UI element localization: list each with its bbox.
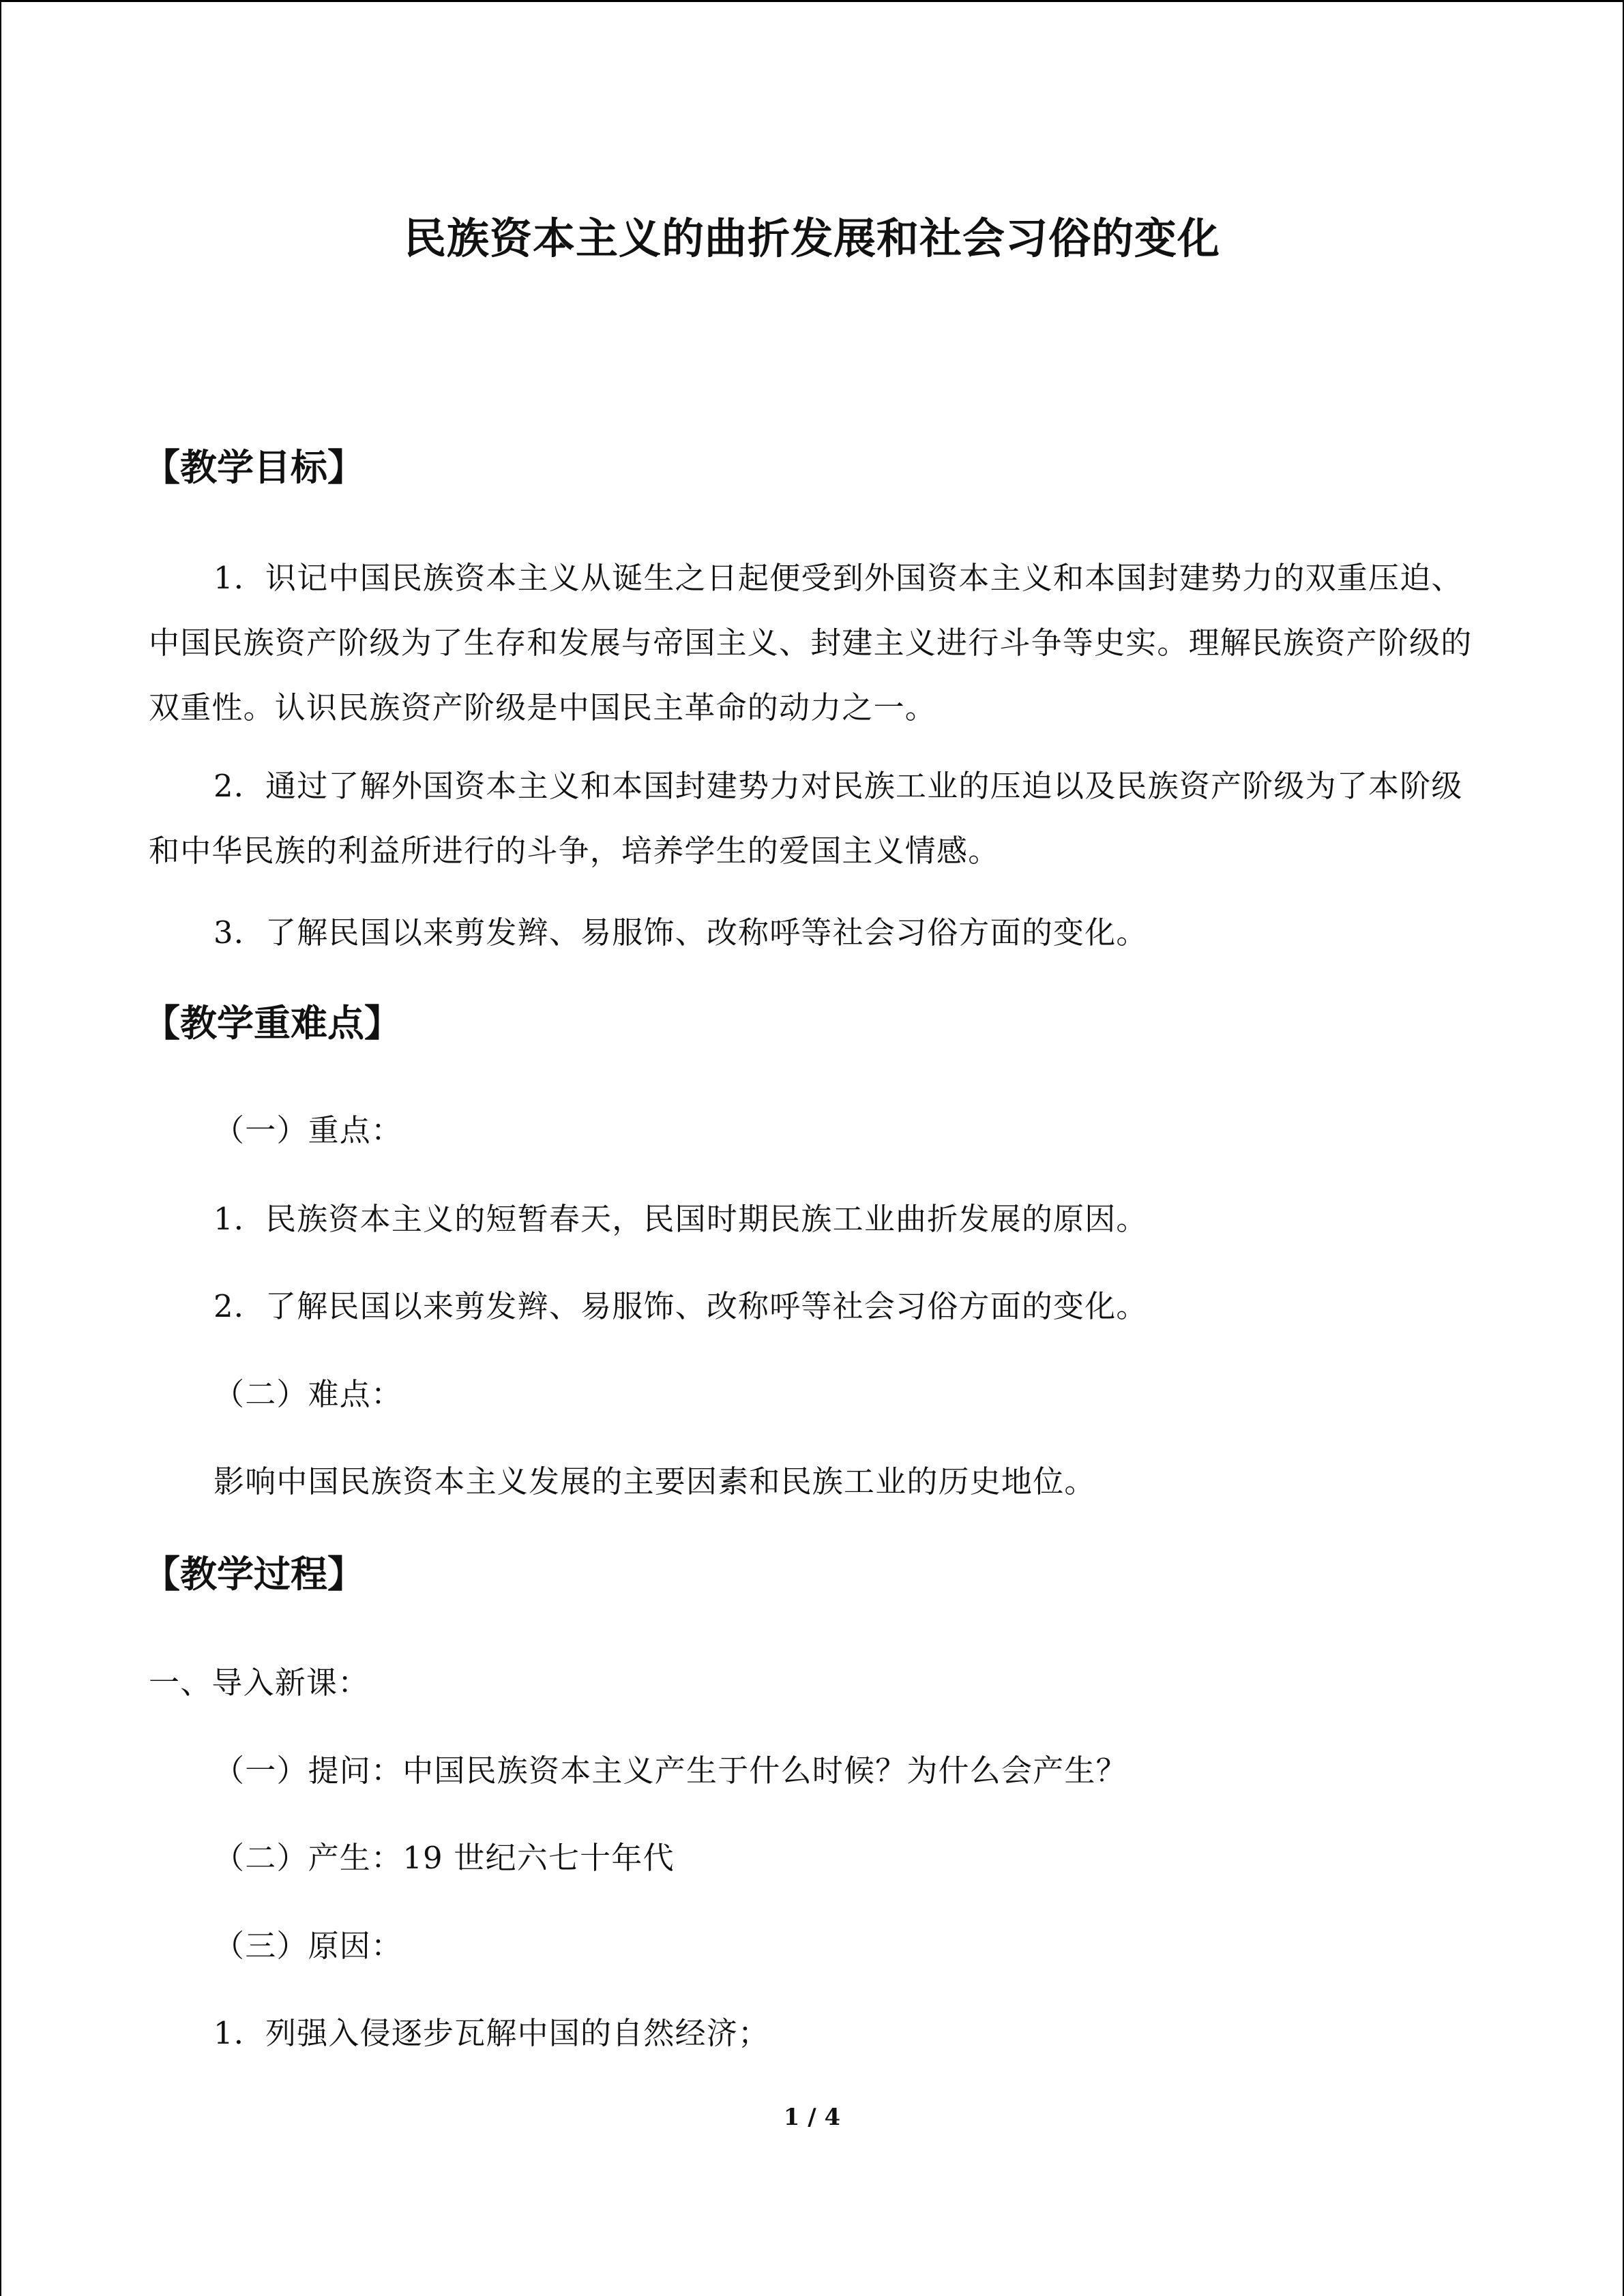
process-intro: 一、导入新课： bbox=[149, 1665, 370, 1701]
objective-item-1: 1．识记中国民族资本主义从诞生之日起便受到外国资本主义和本国封建势力的双重压迫、中国民族资产阶级为了生存和发展与帝国主义、封建主义进行斗争等史实。理解民族资产阶级的双重性。认识民族资产阶级是中国民主革命的动力之一。 bbox=[149, 560, 1473, 726]
difficulty-label: （二）难点： bbox=[213, 1376, 403, 1412]
focus-item-1: 1．民族资本主义的短暂春天，民国时期民族工业曲折发展的原因。 bbox=[213, 1201, 1148, 1237]
section-heading-objectives: 【教学目标】 bbox=[143, 445, 364, 489]
process-reason-1: 1．列强入侵逐步瓦解中国的自然经济； bbox=[213, 2015, 770, 2051]
focus-label: （一）重点： bbox=[213, 1112, 403, 1148]
page-title: 民族资本主义的曲折发展和社会习俗的变化 bbox=[403, 213, 1220, 263]
section-heading-key-points: 【教学重难点】 bbox=[143, 1001, 401, 1045]
focus-item-2: 2．了解民国以来剪发辫、易服饰、改称呼等社会习俗方面的变化。 bbox=[213, 1288, 1148, 1324]
section-heading-process: 【教学过程】 bbox=[143, 1552, 364, 1596]
difficulty-text: 影响中国民族资本主义发展的主要因素和民族工业的历史地位。 bbox=[213, 1463, 1096, 1500]
process-reason-label: （三）原因： bbox=[213, 1928, 403, 1964]
page-number: 1 / 4 bbox=[783, 2104, 841, 2131]
process-question: （一）提问：中国民族资本主义产生于什么时候？为什么会产生？ bbox=[213, 1753, 1127, 1789]
objective-item-2: 2．通过了解外国资本主义和本国封建势力对民族工业的压迫以及民族资产阶级为了本阶级和中华民族的利益所进行的斗争，培养学生的爱国主义情感。 bbox=[149, 768, 1463, 869]
process-origin: （二）产生：19 世纪六七十年代 bbox=[213, 1840, 675, 1876]
objective-item-3: 3．了解民国以来剪发辫、易服饰、改称呼等社会习俗方面的变化。 bbox=[213, 914, 1148, 951]
